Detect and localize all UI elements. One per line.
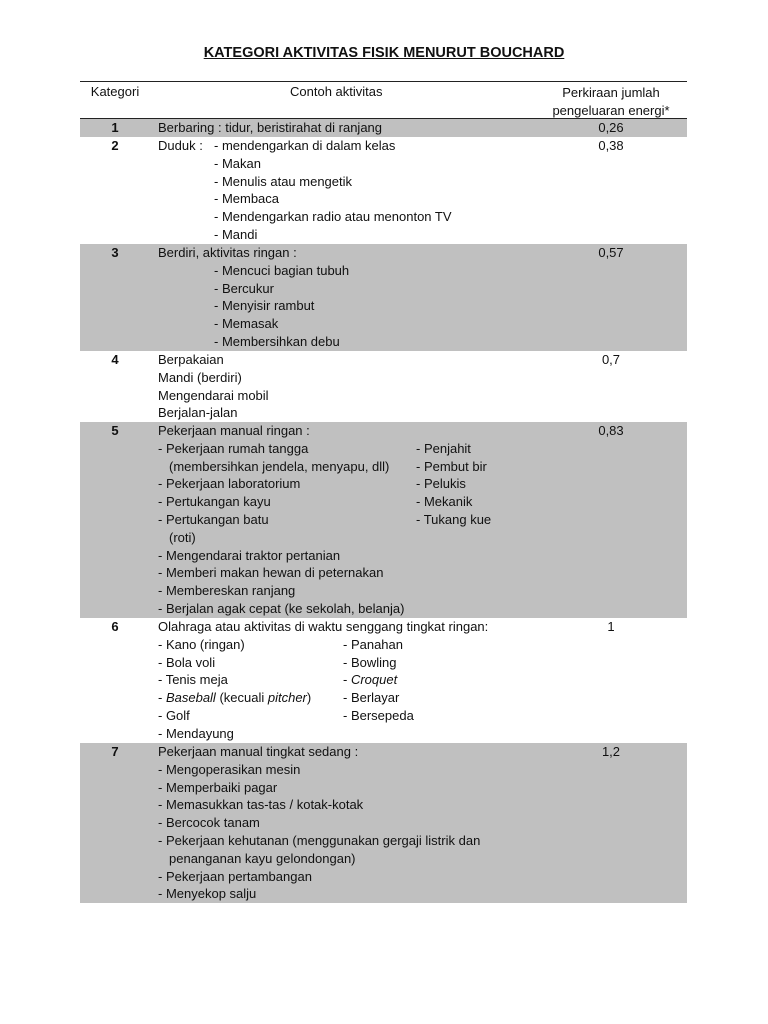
table-row bbox=[80, 618, 687, 743]
activity-line-right: - Mekanik bbox=[416, 494, 473, 510]
energy-value: 1,2 bbox=[601, 744, 621, 759]
category-number: 3 bbox=[111, 245, 119, 260]
table-row bbox=[80, 351, 687, 422]
activity-line: Berdiri, aktivitas ringan : bbox=[158, 245, 297, 260]
table-row bbox=[80, 743, 687, 903]
activity-line: - Makan bbox=[214, 155, 261, 171]
activity-line: - Mencuci bagian tubuh bbox=[214, 262, 350, 278]
activity-lead: Duduk : bbox=[158, 138, 203, 153]
activity-line: - Mendengarkan radio atau menonton TV bbox=[214, 209, 452, 225]
activity-line: Mengendarai mobil bbox=[158, 387, 269, 403]
activity-line: - Mengendarai traktor pertanian bbox=[158, 547, 341, 563]
activity-line: - Pekerjaan pertambangan bbox=[158, 868, 312, 884]
activity-line-right: - Penjahit bbox=[416, 440, 471, 456]
activity-line: - Memperbaiki pagar bbox=[158, 779, 278, 795]
activity-line-right: - Bowling bbox=[343, 654, 397, 670]
activity-line: - Pekerjaan rumah tangga bbox=[158, 440, 309, 456]
activity-line-right: - Bersepeda bbox=[343, 708, 414, 723]
activity-line: Berbaring : tidur, beristirahat di ranjang bbox=[158, 120, 383, 135]
activity-line-right: - Croquet bbox=[343, 672, 398, 688]
activity-line: - Memberi makan hewan di peternakan bbox=[158, 565, 384, 581]
activity-line: - Menyisir rambut bbox=[214, 298, 315, 314]
activity-line: - Menyekop salju bbox=[158, 886, 257, 902]
category-number: 1 bbox=[111, 120, 119, 135]
table-row bbox=[80, 137, 687, 244]
energy-value: 0,7 bbox=[601, 352, 621, 367]
category-number: 5 bbox=[111, 423, 119, 438]
energy-value: 1 bbox=[607, 619, 615, 634]
activity-line: - Bola voli bbox=[158, 654, 216, 670]
activity-line: (membersihkan jendela, menyapu, dll) bbox=[169, 458, 390, 474]
table-row bbox=[80, 422, 687, 618]
activity-line: - Mandi bbox=[214, 227, 258, 242]
activity-line: - Membaca bbox=[214, 191, 280, 207]
activity-line: - Berjalan agak cepat (ke sekolah, belanja) bbox=[158, 601, 405, 616]
activity-line: - Pekerjaan laboratorium bbox=[158, 476, 301, 492]
activity-line: penanganan kayu gelondongan) bbox=[169, 850, 356, 866]
activity-line: - Bercukur bbox=[214, 280, 274, 296]
header-energi: Perkiraan jumlah pengeluaran energi* bbox=[552, 85, 670, 118]
activity-line: - Memasak bbox=[214, 316, 279, 332]
activity-line: - Golf bbox=[158, 708, 190, 723]
activity-line: Mandi (berdiri) bbox=[158, 369, 242, 385]
header-contoh-aktivitas: Contoh aktivitas bbox=[290, 84, 383, 99]
category-number: 7 bbox=[111, 744, 119, 759]
activity-line: Berjalan-jalan bbox=[158, 405, 238, 421]
table-row bbox=[80, 119, 687, 137]
activity-line: Pekerjaan manual ringan : bbox=[158, 423, 310, 438]
table-header bbox=[80, 82, 687, 118]
activity-line: - Memasukkan tas-tas / kotak-kotak bbox=[158, 797, 364, 813]
activity-line-right: - Tukang kue bbox=[416, 512, 492, 527]
energy-value: 0,38 bbox=[598, 138, 624, 153]
category-number: 4 bbox=[111, 352, 119, 367]
activity-line-right: - Pembut bir bbox=[416, 458, 487, 474]
activity-line: - Baseball (kecuali pitcher) bbox=[158, 690, 312, 706]
activity-line: Berpakaian bbox=[158, 352, 224, 367]
activity-line: (roti) bbox=[169, 529, 196, 545]
category-number: 6 bbox=[111, 619, 119, 634]
header-kategori: Kategori bbox=[90, 84, 140, 99]
activity-line: - Pekerjaan kehutanan (menggunakan gergaji listrik dan bbox=[158, 833, 481, 848]
category-number: 2 bbox=[111, 138, 119, 153]
activity-line: - Kano (ringan) bbox=[158, 636, 245, 652]
activity-line: - Tenis meja bbox=[158, 672, 228, 688]
activity-line: - Bercocok tanam bbox=[158, 815, 260, 831]
activity-line: - Pertukangan kayu bbox=[158, 494, 271, 510]
activity-line-right: - Pelukis bbox=[416, 476, 466, 492]
table-row bbox=[80, 244, 687, 351]
activity-line: - Menulis atau mengetik bbox=[214, 173, 353, 189]
activity-line: - Pertukangan batu bbox=[158, 512, 269, 527]
activity-line-right: - Berlayar bbox=[343, 690, 400, 706]
page-title: KATEGORI AKTIVITAS FISIK MENURUT BOUCHARD bbox=[203, 45, 565, 61]
activity-line: - mendengarkan di dalam kelas bbox=[214, 138, 396, 153]
activity-line: Olahraga atau aktivitas di waktu senggang tingkat ringan: bbox=[158, 619, 489, 634]
energy-value: 0,26 bbox=[598, 120, 624, 135]
energy-value: 0,83 bbox=[598, 423, 624, 438]
activity-line: - Mendayung bbox=[158, 725, 234, 741]
activity-line: - Membersihkan debu bbox=[214, 334, 340, 349]
activity-line: - Membereskan ranjang bbox=[158, 583, 296, 599]
energy-value: 0,57 bbox=[598, 245, 624, 260]
activity-line: - Mengoperasikan mesin bbox=[158, 761, 301, 777]
activity-line-right: - Panahan bbox=[343, 636, 403, 652]
activity-line: Pekerjaan manual tingkat sedang : bbox=[158, 744, 359, 759]
